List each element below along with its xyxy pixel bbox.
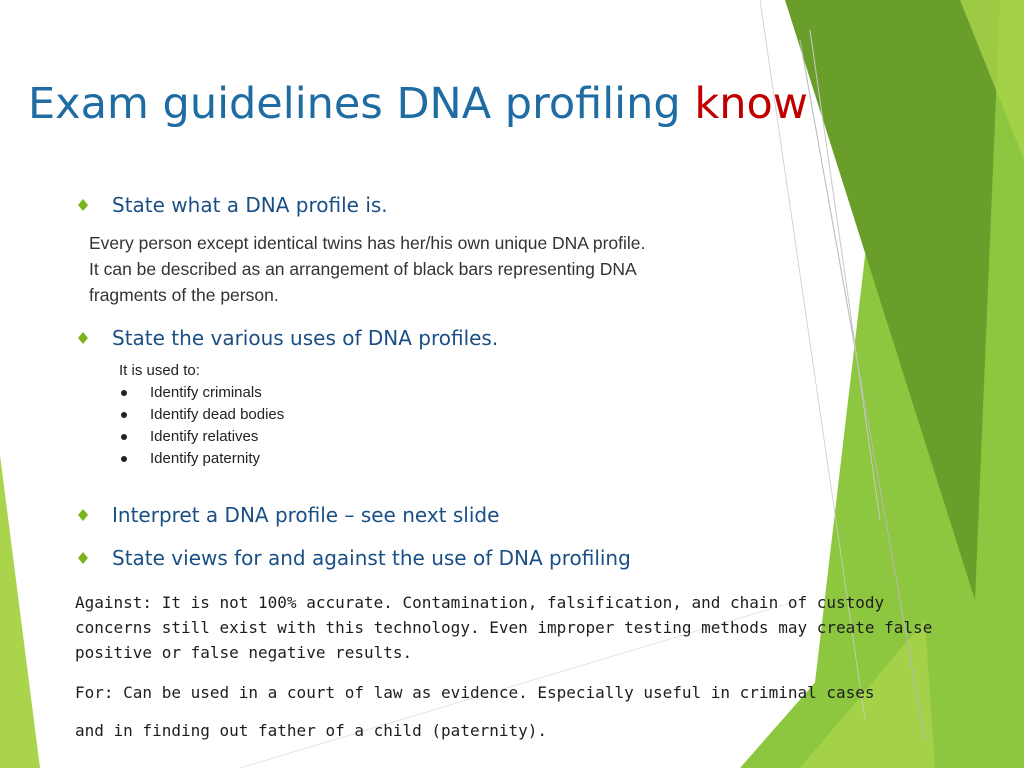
bullet-item bbox=[78, 193, 388, 217]
bullet-item bbox=[78, 503, 499, 527]
diamond-bullet-icon bbox=[78, 332, 88, 344]
uses-block bbox=[119, 360, 284, 470]
diamond-bullet-icon bbox=[78, 509, 88, 521]
paragraph-line: Against: It is not 100% accurate. Contamination, falsification, and chain of custody bbox=[75, 593, 885, 612]
list-item bbox=[119, 448, 284, 470]
list-item-text: Identify relatives bbox=[150, 428, 259, 445]
bullet-dot-icon bbox=[121, 434, 127, 440]
slide-title bbox=[28, 74, 808, 134]
title-accent: know bbox=[694, 79, 808, 129]
list-item-text: Identify paternity bbox=[150, 450, 261, 467]
title-text: Exam guidelines DNA profiling bbox=[28, 79, 695, 129]
bullet-dot-icon bbox=[121, 456, 127, 462]
for-paragraph-line: For: Can be used in a court of law as evidence. Especially useful in criminal cases bbox=[75, 683, 875, 702]
list-item bbox=[119, 382, 284, 404]
definition-line: fragments of the person. bbox=[89, 285, 279, 305]
bullet-item bbox=[78, 546, 631, 570]
bullet-text: Interpret a DNA profile – see next slide bbox=[112, 503, 500, 527]
list-item bbox=[119, 426, 284, 448]
diamond-bullet-icon bbox=[78, 552, 88, 564]
bullet-dot-icon bbox=[121, 390, 127, 396]
paragraph-line: positive or false negative results. bbox=[75, 643, 413, 662]
definition-line: It can be described as an arrangement of black bars representing DNA bbox=[89, 259, 637, 279]
against-paragraph bbox=[75, 590, 932, 665]
list-item-text: Identify dead bodies bbox=[150, 406, 285, 423]
uses-intro: It is used to: bbox=[119, 362, 200, 379]
bullet-item bbox=[78, 326, 498, 350]
bullet-text: State views for and against the use of DNA profiling bbox=[112, 546, 631, 570]
paragraph-line: concerns still exist with this technology. Even improper testing methods may create false bbox=[75, 618, 933, 637]
bullet-dot-icon bbox=[121, 412, 127, 418]
list-item-text: Identify criminals bbox=[150, 384, 262, 401]
uses-list bbox=[119, 382, 284, 470]
for-paragraph-line: and in finding out father of a child (paternity). bbox=[75, 721, 548, 740]
diamond-bullet-icon bbox=[78, 199, 88, 211]
left-green-sliver bbox=[0, 455, 40, 768]
definition-line: Every person except identical twins has her/his own unique DNA profile. bbox=[89, 233, 646, 253]
definition-block bbox=[89, 230, 749, 308]
list-item bbox=[119, 404, 284, 426]
bullet-text: State what a DNA profile is. bbox=[112, 193, 388, 217]
bullet-text: State the various uses of DNA profiles. bbox=[112, 326, 499, 350]
